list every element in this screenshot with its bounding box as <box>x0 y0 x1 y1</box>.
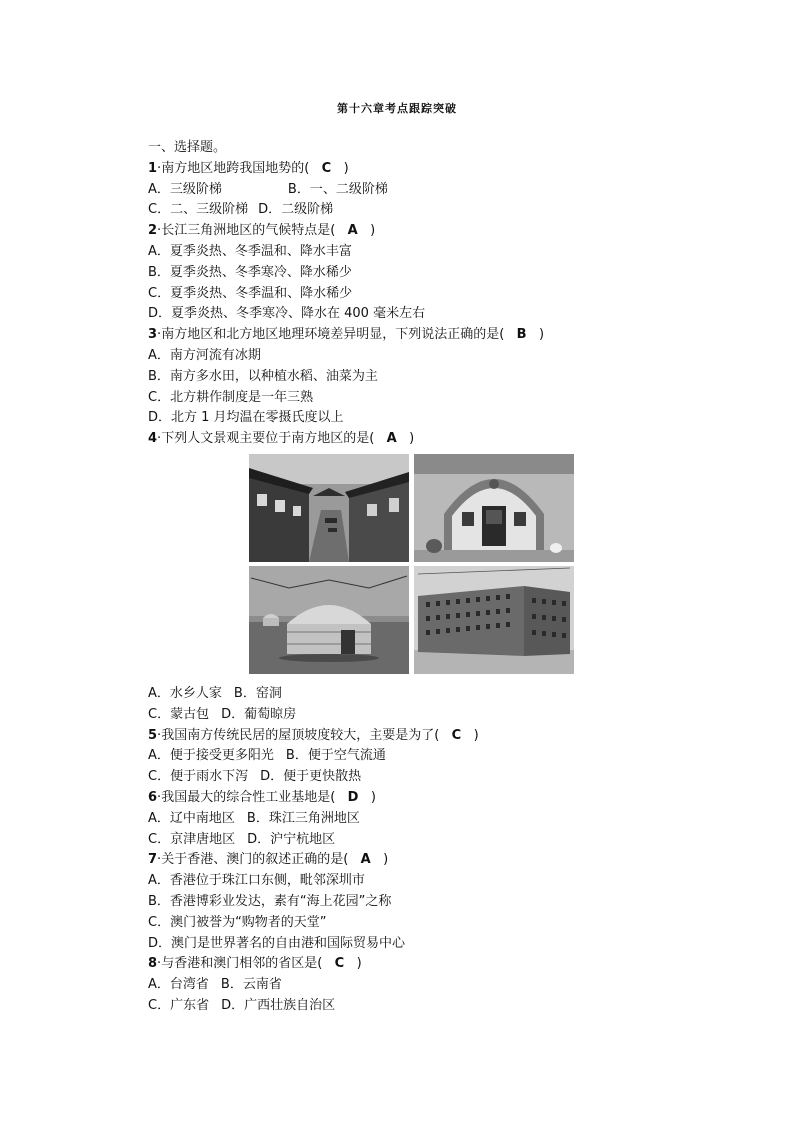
option-row <box>148 871 708 892</box>
option-row <box>148 913 708 934</box>
option: D．澳门是世界著名的自由港和国际贸易中心 <box>148 935 406 951</box>
option-row <box>148 767 708 788</box>
question-close: ) <box>356 956 362 972</box>
question-close: ) <box>343 160 349 176</box>
yurt-photo <box>249 566 409 674</box>
answer-label: C <box>321 160 332 176</box>
answer-label: C <box>334 956 345 972</box>
option: A．南方河流有冰期 <box>148 347 261 363</box>
question-close: ) <box>383 852 389 868</box>
question-2: 2·长江三角洲地区的气候特点是( A ) <box>148 223 376 239</box>
option: B．便于空气流通 <box>285 748 386 764</box>
option: C．二、三级阶梯 <box>148 202 249 218</box>
question-stem: 我国最大的综合性工业基地是( <box>161 789 336 805</box>
option: B．珠江三角洲地区 <box>246 810 360 826</box>
option-row <box>148 388 708 409</box>
option: A．台湾省 <box>148 977 209 993</box>
landscape-photo-grid <box>148 454 708 682</box>
option: C．便于雨水下泻 <box>148 769 249 785</box>
question-close: ) <box>409 431 415 447</box>
question-number: 3 <box>148 327 158 343</box>
option: C．北方耕作制度是一年三熟 <box>148 389 314 405</box>
question-number: 5 <box>148 727 158 743</box>
option: B．窑洞 <box>233 685 282 701</box>
option-row <box>148 746 708 767</box>
option: B．南方多水田，以种植水稻、油菜为主 <box>148 368 378 384</box>
option: A．三级阶梯 <box>148 181 222 197</box>
option: B．一、二级阶梯 <box>287 181 388 197</box>
option: B．云南省 <box>220 977 282 993</box>
cave-dwelling-illustration <box>414 454 574 562</box>
option: D．北方 1 月均温在零摄氏度以上 <box>148 410 344 426</box>
option: A．夏季炎热、冬季温和、降水丰富 <box>148 243 352 259</box>
question-6: 6·我国最大的综合性工业基地是( D ) <box>148 789 376 805</box>
option: C．蒙古包 <box>148 706 210 722</box>
option-row <box>148 367 708 388</box>
option-row <box>148 975 708 996</box>
option-row <box>148 263 708 284</box>
question-stem: 下列人文景观主要位于南方地区的是( <box>161 431 375 447</box>
question-number: 1 <box>148 160 158 176</box>
cave-dwelling-photo <box>414 454 574 562</box>
option: D．广西壮族自治区 <box>221 997 336 1013</box>
section-heading: 一、选择题。 <box>148 140 227 155</box>
question-stem: 长江三角洲地区的气候特点是( <box>161 223 336 239</box>
question-list <box>148 138 708 1017</box>
question-close: ) <box>473 727 479 743</box>
yurt-illustration <box>249 566 409 674</box>
option: B．香港博彩业发达，素有“海上花园”之称 <box>148 893 392 909</box>
question-5: 5·我国南方传统民居的屋顶坡度较大，主要是为了( C ) <box>148 727 479 743</box>
answer-label: A <box>347 223 358 239</box>
option: C．澳门被誉为“购物者的天堂” <box>148 914 327 930</box>
question-stem: 南方地区和北方地区地理环境差异明显，下列说法正确的是( <box>161 327 505 343</box>
option: C．京津唐地区 <box>148 831 236 847</box>
grape-drying-house-photo <box>414 566 574 674</box>
question-close: ) <box>370 223 376 239</box>
option-row <box>148 684 708 705</box>
answer-label: C <box>451 727 462 743</box>
option-row <box>148 180 708 201</box>
page-title: 第十六章考点跟踪突破 <box>337 102 457 115</box>
option-row <box>148 346 708 367</box>
question-8: 8·与香港和澳门相邻的省区是( C ) <box>148 956 362 972</box>
question-number: 7 <box>148 852 158 868</box>
option: D．沪宁杭地区 <box>247 831 336 847</box>
option: A．便于接受更多阳光 <box>148 748 274 764</box>
option: B．夏季炎热、冬季寒冷、降水稀少 <box>148 264 352 280</box>
answer-label: A <box>360 852 371 868</box>
option-row <box>148 705 708 726</box>
water-town-photo <box>249 454 409 562</box>
option-row <box>148 284 708 305</box>
option: A．辽中南地区 <box>148 810 235 826</box>
option-row <box>148 830 708 851</box>
water-town-illustration <box>249 454 409 562</box>
question-number: 2 <box>148 223 158 239</box>
option-row <box>148 242 708 263</box>
option: D．夏季炎热、冬季寒冷、降水在 400 毫米左右 <box>148 306 426 322</box>
option-row <box>148 200 708 221</box>
question-stem: 关于香港、澳门的叙述正确的是( <box>161 852 349 868</box>
question-3: 3·南方地区和北方地区地理环境差异明显，下列说法正确的是( B ) <box>148 327 545 343</box>
question-4: 4·下列人文景观主要位于南方地区的是( A ) <box>148 431 415 447</box>
question-1: 1·南方地区地跨我国地势的( C ) <box>148 160 349 176</box>
question-close: ) <box>539 327 545 343</box>
option-row <box>148 996 708 1017</box>
option-row <box>148 892 708 913</box>
option-row <box>148 809 708 830</box>
grape-drying-house-illustration <box>414 566 574 674</box>
option: D．便于更快散热 <box>260 769 362 785</box>
question-number: 6 <box>148 789 158 805</box>
question-7: 7·关于香港、澳门的叙述正确的是( A ) <box>148 852 389 868</box>
question-number: 4 <box>148 431 158 447</box>
option: A．水乡人家 <box>148 685 222 701</box>
question-number: 8 <box>148 956 158 972</box>
question-stem: 我国南方传统民居的屋顶坡度较大，主要是为了( <box>161 727 440 743</box>
option-row <box>148 304 708 325</box>
option-row <box>148 408 708 429</box>
option: D．葡萄晾房 <box>221 706 297 722</box>
question-close: ) <box>370 789 376 805</box>
option: D．二级阶梯 <box>258 202 334 218</box>
question-stem: 与香港和澳门相邻的省区是( <box>161 956 323 972</box>
option: C．夏季炎热、冬季温和、降水稀少 <box>148 285 353 301</box>
option: C．广东省 <box>148 997 210 1013</box>
answer-label: D <box>347 789 359 805</box>
question-stem: 南方地区地跨我国地势的( <box>161 160 310 176</box>
answer-label: A <box>386 431 397 447</box>
option-row <box>148 934 708 955</box>
option: A．香港位于珠江口东侧，毗邻深圳市 <box>148 873 365 889</box>
answer-label: B <box>516 327 527 343</box>
